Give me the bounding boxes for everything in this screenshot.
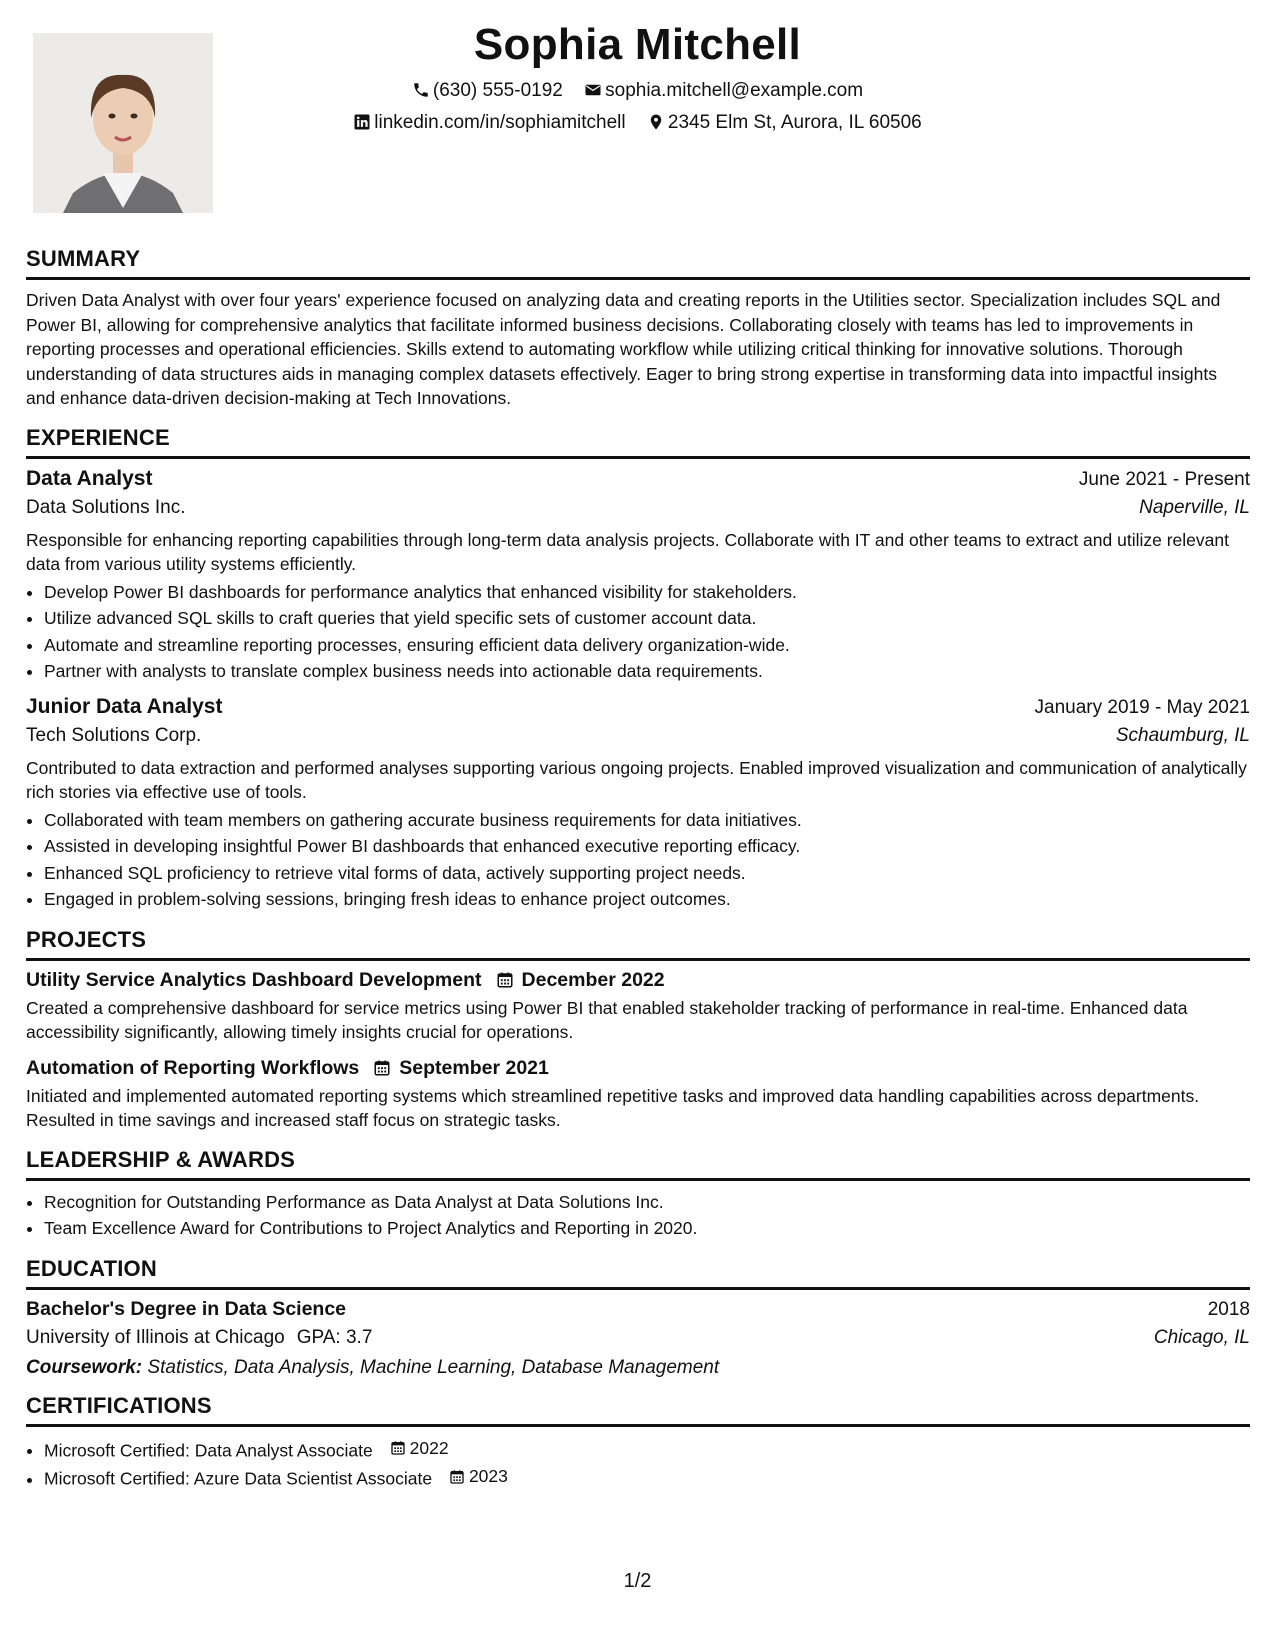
project-name: Utility Service Analytics Dashboard Development — [26, 968, 482, 991]
list-item: • Team Excellence Award for Contributions to Project Analytics and Reporting in 2020. — [44, 1215, 1250, 1242]
school-name: University of Illinois at Chicago — [26, 1326, 285, 1348]
section-title-projects: PROJECTS — [26, 927, 1250, 961]
calendar-icon — [390, 1440, 406, 1456]
project-date: December 2022 — [521, 968, 665, 991]
linkedin-icon — [353, 113, 371, 131]
certification-name: Microsoft Certified: Data Analyst Associate — [44, 1439, 373, 1460]
calendar-icon — [496, 971, 514, 989]
job-location: Naperville, IL — [1139, 496, 1250, 518]
job-location: Schaumburg, IL — [1115, 724, 1250, 746]
school-location: Chicago, IL — [1153, 1326, 1250, 1348]
section-title-certifications: CERTIFICATIONS — [26, 1393, 1250, 1427]
candidate-name: Sophia Mitchell — [473, 20, 802, 69]
certification-year: 2022 — [409, 1437, 449, 1458]
phone-number: (630) 555-0192 — [432, 80, 563, 101]
job-entry — [26, 695, 1250, 913]
job-dates: January 2019 - May 2021 — [1034, 696, 1250, 718]
awards-list — [26, 1189, 1250, 1242]
projects-section — [26, 927, 1250, 1133]
list-item: • Collaborated with team members on gathering accurate business requirements for data initiatives. — [44, 807, 1250, 834]
map-pin-icon — [647, 113, 665, 131]
job-title: Junior Data Analyst — [26, 694, 223, 718]
street-address: 2345 Elm St, Aurora, IL 60506 — [667, 112, 922, 133]
company-name: Data Solutions Inc. — [26, 496, 186, 518]
email-address[interactable]: sophia.mitchell@example.com — [605, 80, 864, 101]
list-item: • Engaged in problem-solving sessions, bringing fresh ideas to enhance project outcomes. — [44, 886, 1250, 913]
list-item — [44, 1463, 1250, 1492]
list-item: • Partner with analysts to translate complex business needs into actionable data requirements. — [44, 658, 1250, 685]
section-title-leadership: LEADERSHIP & AWARDS — [26, 1147, 1250, 1181]
project-date: September 2021 — [399, 1056, 549, 1079]
list-item: • Automate and streamline reporting processes, ensuring efficient data delivery organization-wide. — [44, 632, 1250, 659]
degree-name: Bachelor's Degree in Data Science — [26, 1297, 347, 1320]
list-item: • Recognition for Outstanding Performance as Data Analyst at Data Solutions Inc. — [44, 1189, 1250, 1216]
linkedin-contact[interactable] — [353, 112, 625, 134]
certifications-section — [26, 1393, 1250, 1493]
experience-section — [26, 425, 1250, 913]
section-title-experience: EXPERIENCE — [26, 425, 1250, 459]
job-entry — [26, 467, 1250, 685]
job-bullets — [26, 807, 1250, 913]
company-name: Tech Solutions Corp. — [26, 724, 202, 746]
calendar-icon — [373, 1059, 391, 1077]
address-contact — [647, 112, 922, 134]
phone-contact — [412, 80, 563, 102]
certifications-list — [26, 1435, 1250, 1493]
job-dates: June 2021 - Present — [1078, 468, 1250, 490]
project-description: Initiated and implemented automated reporting systems which streamlined repetitive tasks and improved data handling capabilities across departments. Resulted in time savings and increased staff focus on strategic tasks. — [26, 1085, 1200, 1130]
list-item: • Utilize advanced SQL skills to craft queries that yield specific sets of customer account data. — [44, 605, 1250, 632]
summary-section — [26, 246, 1250, 411]
coursework-label: Coursework: — [26, 1356, 143, 1378]
certification-year: 2023 — [468, 1466, 508, 1487]
job-bullets — [26, 579, 1250, 685]
phone-icon — [412, 81, 430, 99]
job-description: Contributed to data extraction and performed analyses supporting various ongoing projects. Enabled improved visualization and communication of analytically rich stories via effective use of tools. — [26, 757, 1247, 802]
project-description: Created a comprehensive dashboard for service metrics using Power BI that enabled stakeholder tracking of performance in real-time. Enhanced data accessibility significantly, allowing timely insights crucial for operations. — [26, 997, 1188, 1042]
summary-text: Driven Data Analyst with over four years' experience focused on analyzing data and creating reports in the Utilities sector. Specialization includes SQL and Power BI, allowing for comprehensive analytics that facilitate informed business decisions. Collaborating closely with teams has led to improvements in reporting processes and operational efficiencies. Skills extend to automating workflow while utilizing critical thinking for innovative solutions. Thorough understanding of data structures aids in managing complex datasets effectively. Eager to bring strong expertise in transforming data into impactful insights and enhance data-driven decision-making at Tech Innovations. — [26, 290, 1221, 408]
page-number: 1/2 — [623, 1570, 652, 1592]
list-item: • Assisted in developing insightful Power BI dashboards that enhanced executive reporting efficacy. — [44, 833, 1250, 860]
graduation-year: 2018 — [1207, 1298, 1250, 1320]
project-entry — [26, 969, 1250, 1045]
section-title-education: EDUCATION — [26, 1256, 1250, 1290]
project-entry — [26, 1057, 1250, 1133]
envelope-icon — [584, 81, 602, 99]
job-description: Responsible for enhancing reporting capabilities through long-term data analysis projects. Collaborate with IT and other teams to extract and utilize relevant data from various utility systems efficiently. — [26, 529, 1229, 574]
leadership-section — [26, 1147, 1250, 1242]
coursework — [26, 1357, 1250, 1379]
email-contact[interactable] — [584, 80, 863, 102]
list-item: • Enhanced SQL proficiency to retrieve vital forms of data, actively supporting project needs. — [44, 860, 1250, 887]
education-section — [26, 1256, 1250, 1379]
gpa: GPA: 3.7 — [296, 1326, 373, 1348]
calendar-icon — [449, 1469, 465, 1485]
section-title-summary: SUMMARY — [26, 246, 1250, 280]
job-title: Data Analyst — [26, 466, 153, 490]
certification-name: Microsoft Certified: Azure Data Scientist Associate — [44, 1468, 433, 1489]
list-item: • Develop Power BI dashboards for performance analytics that enhanced visibility for stakeholders. — [44, 579, 1250, 606]
contact-row-1 — [0, 80, 1275, 102]
contact-row-2 — [0, 112, 1275, 134]
project-name: Automation of Reporting Workflows — [26, 1056, 360, 1079]
coursework-list: Statistics, Data Analysis, Machine Learning, Database Management — [147, 1356, 720, 1378]
list-item — [44, 1435, 1250, 1464]
linkedin-url[interactable]: linkedin.com/in/sophiamitchell — [374, 112, 626, 133]
resume-content — [26, 246, 1250, 1506]
